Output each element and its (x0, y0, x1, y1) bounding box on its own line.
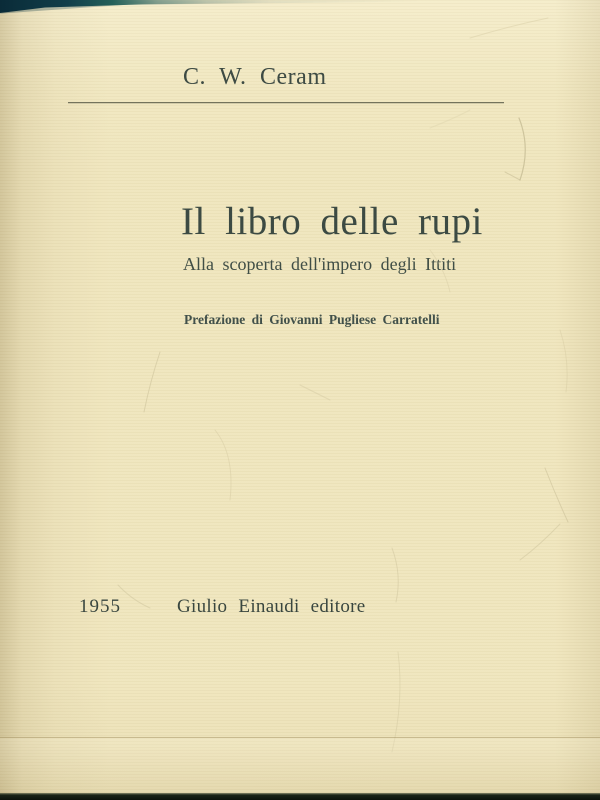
book-title: Il libro delle rupi (181, 200, 483, 243)
author-name: C. W. Ceram (183, 64, 327, 90)
publisher-imprint: Giulio Einaudi editore (177, 596, 366, 617)
publication-year: 1955 (79, 596, 121, 617)
book-subtitle: Alla scoperta dell'impero degli Ittiti (183, 254, 457, 274)
book-cover-bottom-edge (0, 793, 600, 800)
book-cover-top-edge (0, 0, 375, 13)
author-rule-line (68, 102, 504, 103)
page-bottom-edge (0, 737, 600, 796)
preface-credit: Prefazione di Giovanni Pugliese Carratelli (184, 312, 440, 327)
